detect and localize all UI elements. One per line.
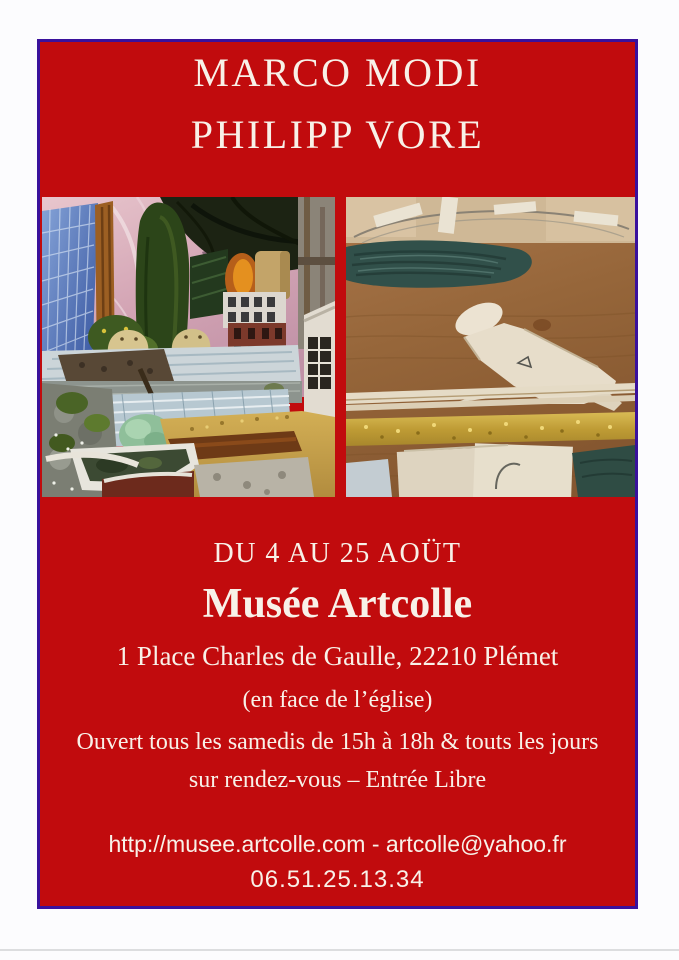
collage-on-wood-graphic (346, 197, 635, 497)
exhibition-dates: DU 4 AU 25 AOÜT (213, 538, 462, 569)
artist-name-2: PHILIPP VORE (190, 112, 485, 157)
opening-hours-line-1: Ouvert tous les samedis de 15h à 18h & touts les jours (76, 729, 599, 755)
venue-name: Musée Artcolle (202, 581, 473, 627)
page-bottom-divider (0, 949, 679, 951)
exhibition-poster (37, 39, 638, 909)
artist-name-1: MARCO MODI (193, 50, 482, 95)
website-email-line: http://musee.artcolle.com - artcolle@yahoo.fr (108, 831, 567, 857)
opening-hours-line-2: sur rendez-vous – Entrée Libre (188, 767, 487, 793)
location-note: (en face de l’église) (242, 687, 433, 713)
phone-number: 06.51.25.13.34 (250, 866, 425, 893)
collage-photomontage-graphic (42, 197, 335, 497)
artwork-right-image (346, 197, 635, 497)
venue-address: 1 Place Charles de Gaulle, 22210 Plémet (116, 641, 559, 671)
artwork-row (40, 197, 635, 497)
artwork-left-image (42, 197, 335, 497)
